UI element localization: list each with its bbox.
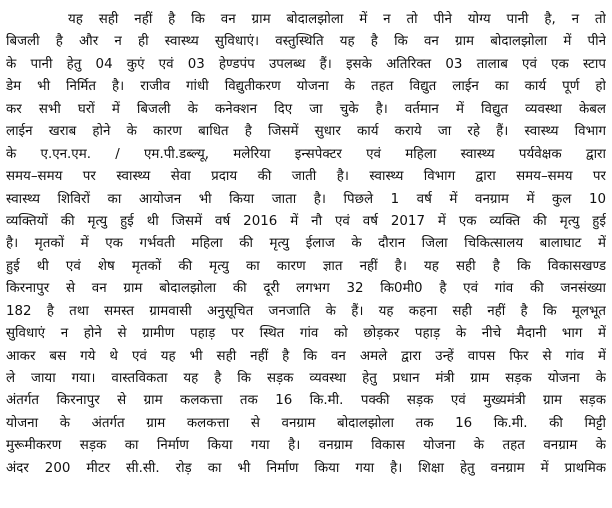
text-line-8: समय–समय पर स्वास्थ्य सेवा प्रदाय की जाती है। स्वास्थ्य विभाग द्वारा समय–समय पर [6,169,606,185]
text-line-9: स्वास्थ्य शिविरों का आयोजन भी किया जाता है। पिछले 1 वर्ष में वनग्राम में कुल 10 [6,191,606,207]
text-line-13: किरनापुर से वन ग्राम बोदालझोला की दूरी लगभग 32 कि0मी0 है एवं गांव की जनसंख्या [6,281,606,297]
text-line-10: व्यक्तियों की मृत्यु हुई थी जिसमें वर्ष 2016 में नौ एवं वर्ष 2017 में एक व्यक्ति की मृत्यु हुई [6,213,606,229]
text-line-7: के ए.एन.एम. / एम.पी.डब्ल्यू, मलेरिया इन्सपेक्टर एवं महिला स्वास्थ्य पर्यवेक्षक द्वारा [6,146,606,162]
text-line-19: योजना के अंतर्गत ग्राम कलकत्ता से वनग्राम बोदालझोला तक 16 कि.मी. की मिट्टी [6,415,606,431]
text-line-1: यह सही नहीं है कि वन ग्राम बोदालझोला में न तो पीने योग्य पानी है, न तो [68,12,606,27]
text-line-20: मुरूमीकरण सड़क का निर्माण किया गया है। वनग्राम विकास योजना के तहत वनग्राम के [6,438,606,454]
text-line-14: 182 है तथा समस्त ग्रामवासी अनुसूचित जनजाति के हैं। यह कहना सही नहीं है कि मूलभूत [6,303,606,319]
text-line-6: लाईन खराब होने के कारण बाधित है जिसमें सुधार कार्य कराये जा रहे हैं। स्वास्थ्य विभाग [6,124,606,140]
text-line-16: आकर बस गये थे एवं यह भी सही नहीं है कि वन अमले द्वारा उन्हें वापस फिर से गांव में [6,348,606,364]
text-line-3: के पानी हेतु 04 कुएं एवं 03 हेण्डपंप उपलब्ध हैं। इसके अतिरिक्त 03 तालाब एवं एक स्टाप [6,56,606,72]
text-line-17: ले जाया गया। वास्तविकता यह है कि सड़क व्यवस्था हेतु प्रधान मंत्री ग्राम सड़क योजना के [6,371,606,386]
text-line-15: सुविधाएं न होने से ग्रामीण पहाड़ पर स्थित गांव को छोड़कर पहाड़ के नीचे मैदानी भाग में [6,326,606,342]
text-line-2: बिजली है और न ही स्वास्थ्य सुविधाएं। वस्तुस्थिति यह है कि वन ग्राम बोदालझोला में पीने [6,34,606,50]
text-line-21: अंदर 200 मीटर सी.सी. रोड़ का भी निर्माण किया गया है। शिक्षा हेतु वनग्राम में प्राथमिक [6,460,606,476]
text-line-11: है। मृतकों में एक गर्भवती महिला की मृत्यु ईलाज के दौरान जिला चिकित्सालय बालाघाट में [6,236,606,252]
text-line-5: कर सभी घरों में बिजली के कनेक्शन दिए जा चुके है। वर्तमान में विद्युत व्यवस्था केबल [6,101,606,117]
text-line-18: अंतर्गत किरनापुर से ग्राम कलकत्ता तक 16 कि.मी. पक्की सड़क एवं मुख्यमंत्री ग्राम सड़क [6,393,606,409]
text-line-12: हुई थी एवं शेष मृतकों की मृत्यु का कारण ज्ञात नहीं है। यह सही है कि विकासखण्ड [6,258,606,274]
text-line-4: डेम भी निर्मित है। राजीव गांधी विद्युतीकरण योजना के तहत विद्युत लाईन का कार्य पूर्ण हो [6,79,606,95]
